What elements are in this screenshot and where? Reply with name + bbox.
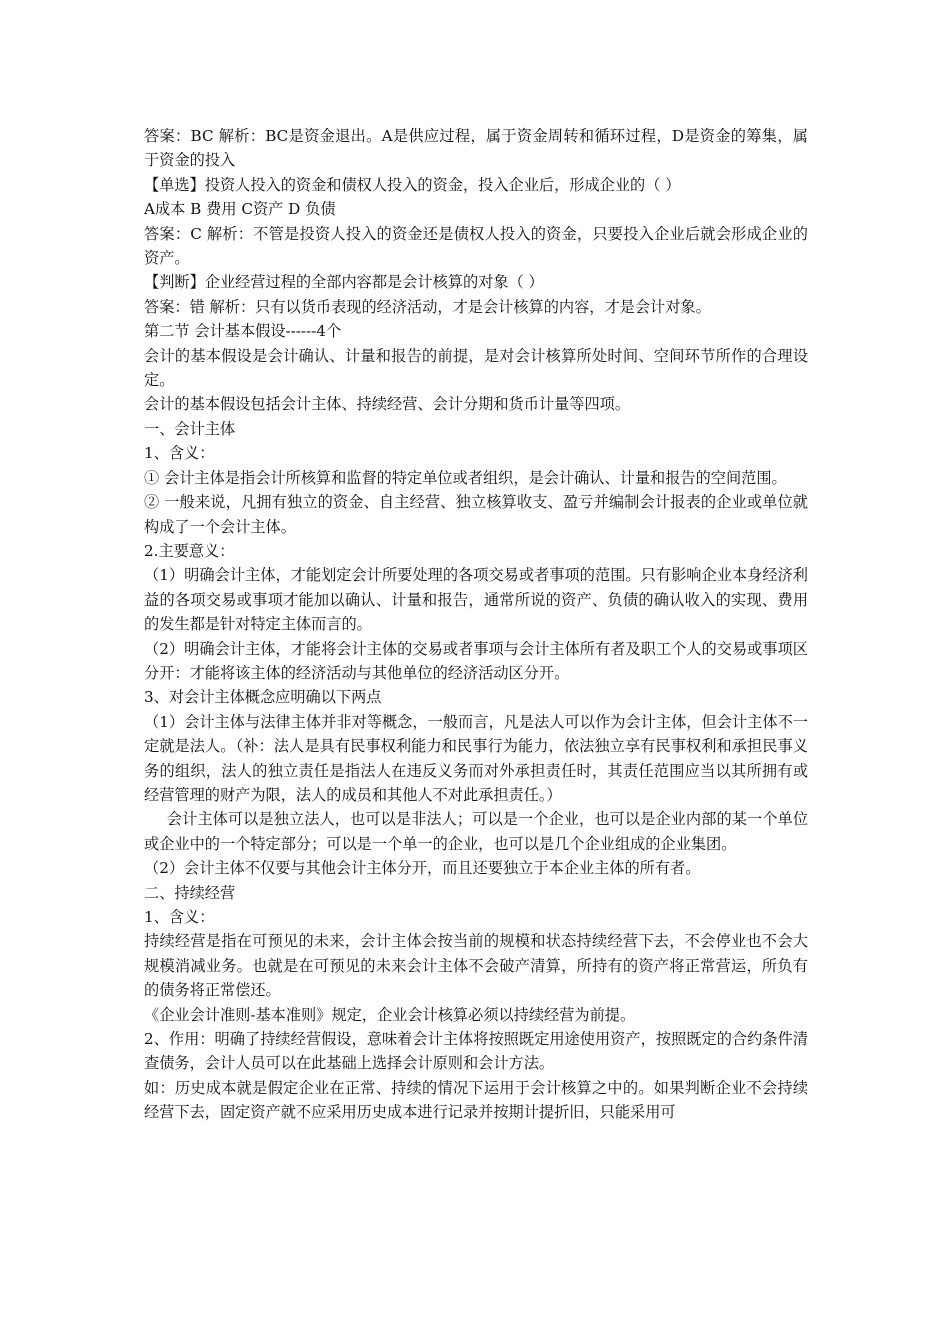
paragraph: ② 一般来说，凡拥有独立的资金、自主经营、独立核算收支、盈亏并编制会计报表的企业或单位就构成了一个会计主体。 <box>144 493 808 536</box>
answer-text: 答案：C 解析：不管是投资人投入的资金还是债权人投入的资金，只要投入企业后就会形成企业的资产。 <box>144 224 808 268</box>
paragraph: ① 会计主体是指会计所核算和监督的特定单位或者组织，是会计确认、计量和报告的空间范围。 <box>144 468 787 487</box>
section-heading: 第二节 会计基本假设------4个 <box>144 322 342 341</box>
item-heading: 1、含义： <box>144 444 215 463</box>
paragraph: （1）明确会计主体，才能划定会计所要处理的各项交易或者事项的范围。只有影响企业本身经济利益的各项交易或事项才能加以确认、计量和报告，通常所说的资产、负债的确认收入的实现、费用的发生都是针对特定主体而言的。 <box>144 566 808 634</box>
paragraph: （1）会计主体与法律主体并非对等概念，一般而言，凡是法人可以作为会计主体，但会计主体不一定就是法人。（补：法人是具有民事权利能力和民事行为能力，依法独立享有民事权利和承担民事义务的组织，法人的独立责任是指法人在违反义务而对外承担责任时，其责任范围应当以其所拥有或经营管理的财产为限，法人的成员和其他人不对此承担责任。） <box>144 712 808 804</box>
paragraph: 会计主体可以是独立法人，也可以是非法人；可以是一个企业，也可以是企业内部的某一个单位或企业中的一个特定部分；可以是一个单一的企业，也可以是几个企业组成的企业集团。 <box>144 810 808 853</box>
question-options: A成本 B 费用 C资产 D 负债 <box>144 200 336 219</box>
question-judgment: 【判断】企业经营过程的全部内容都是会计核算的对象（ ） <box>144 273 544 292</box>
question-single-choice: 【单选】投资人投入的资金和债权人投入的资金，投入企业后，形成企业的（ ） <box>144 175 681 194</box>
paragraph: （2）会计主体不仅要与其他会计主体分开，而且还要独立于本企业主体的所有者。 <box>144 859 701 878</box>
item-heading: 2.主要意义： <box>144 541 235 560</box>
document-page <box>144 124 808 1125</box>
paragraph: （2）明确会计主体，才能将会计主体的交易或者事项与会计主体所有者及职工个人的交易或事项区分开：才能将该主体的经济活动与其他单位的经济活动区分开。 <box>144 639 808 682</box>
paragraph: 2、作用：明确了持续经营假设，意味着会计主体将按照既定用途使用资产，按照既定的合约条件清查债务，会计人员可以在此基础上选择会计原则和会计方法。 <box>144 1030 808 1073</box>
item-heading: 1、含义： <box>144 908 215 926</box>
answer-text: 答案：错 解析：只有以货币表现的经济活动，才是会计核算的内容，才是会计对象。 <box>144 297 711 316</box>
paragraph: 持续经营是指在可预见的未来，会计主体会按当前的规模和状态持续经营下去，不会停业也不会大规模消减业务。也就是在可预见的未来会计主体不会破产清算，所持有的资产将正常营运，所负有的债务将正常偿还。 <box>144 932 808 1000</box>
paragraph: 会计的基本假设包括会计主体、持续经营、会计分期和货币计量等四项。 <box>144 395 630 414</box>
answer-text: 答案：BC 解析：BC是资金退出。A是供应过程，属于资金周转和循环过程，D是资金的筹集，属于资金的投入 <box>144 127 808 170</box>
paragraph: 如：历史成本就是假定企业在正常、持续的情况下运用于会计核算之中的。如果判断企业不会持续经营下去，固定资产就不应采用历史成本进行记录并按期计提折旧，只能采用可 <box>144 1078 808 1122</box>
subsection-heading: 二、持续经营 <box>144 883 236 902</box>
item-heading: 3、对会计主体概念应明确以下两点 <box>144 688 382 707</box>
subsection-heading: 一、会计主体 <box>144 419 236 438</box>
paragraph: 《企业会计准则-基本准则》规定，企业会计核算必须以持续经营为前提。 <box>144 1005 636 1024</box>
paragraph: 会计的基本假设是会计确认、计量和报告的前提，是对会计核算所处时间、空间环节所作的合理设定。 <box>144 346 808 390</box>
